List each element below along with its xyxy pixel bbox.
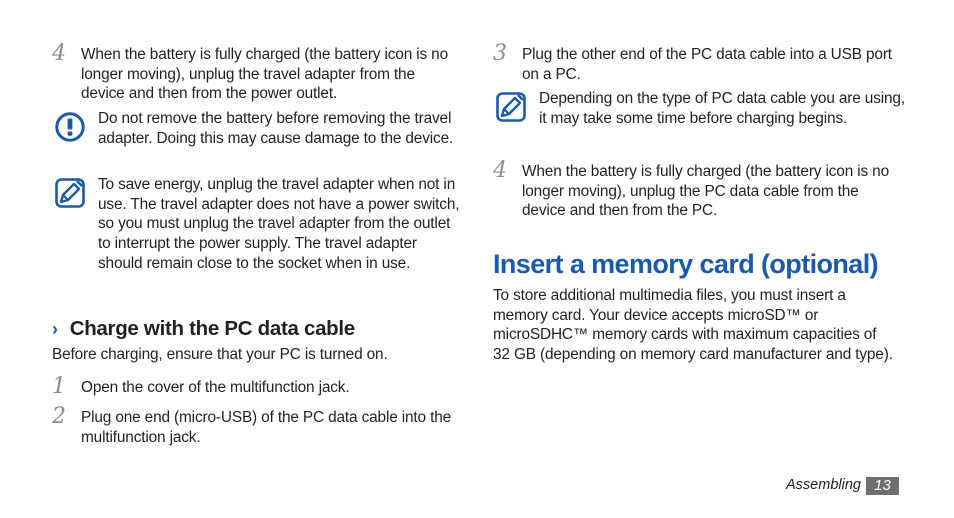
step-text: Open the cover of the multifunction jack. [81,379,350,396]
tip-note-text: To save energy, unplug the travel adapter when not in use. The travel adapter does not have a power switch, so you must unplug the travel adapter from the outlet to interrupt the power supply. The travel adapter should remain close to the socket when in use. [98,176,460,272]
footer-section-label: Assembling [786,477,861,493]
section-intro: Before charging, ensure that your PC is turned on. [52,346,388,363]
step-number: 1 [52,374,66,399]
step-number: 4 [52,41,66,66]
memory-card-paragraph: To store additional multimedia files, you must insert a memory card. Your device accepts microSD™ or microSDHC™ memory cards with maximum capacities of 32 GB (depending on memory card manufacturer and type). [493,287,893,364]
step-text: Plug the other end of the PC data cable into a USB port on a PC. [522,46,892,83]
step-text: When the battery is fully charged (the battery icon is no longer moving), unplug the travel adapter from the device and then from the power outlet. [81,46,449,103]
chevron-right-icon: › [52,319,58,339]
page-heading: Insert a memory card (optional) [493,249,878,279]
tip-note-text: Depending on the type of PC data cable you are using, it may take some time before charging begins. [539,90,905,127]
note-pencil-icon [54,177,86,209]
step-text: When the battery is fully charged (the battery icon is no longer moving), unplug the PC data cable from the device and then from the PC. [522,163,890,220]
section-heading [52,315,355,343]
warning-exclamation-icon [54,111,86,143]
step-number: 4 [493,158,507,183]
section-title: Charge with the PC data cable [69,317,355,340]
note-pencil-icon [495,91,527,123]
step-number: 3 [493,41,507,66]
warning-note-text: Do not remove the battery before removing the travel adapter. Doing this may cause damage to the device. [98,110,454,147]
step-text: Plug one end (micro-USB) of the PC data cable into the multifunction jack. [81,409,452,446]
step-number: 2 [52,404,66,429]
page-number: 13 [866,477,899,495]
